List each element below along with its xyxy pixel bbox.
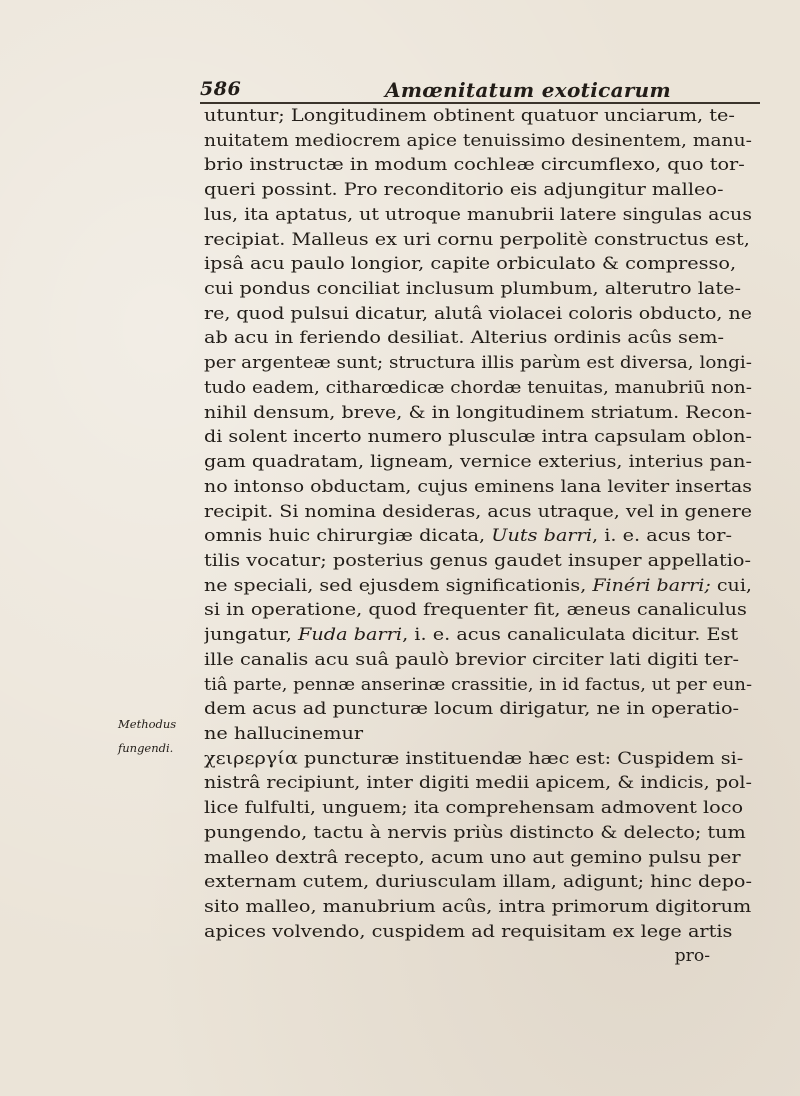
text-line: per argenteæ sunt; structura illis parùm est diversa, longi- <box>204 353 752 374</box>
text-line: ab acu in feriendo desiliat. Alterius ordinis acûs sem- <box>204 328 725 349</box>
text-line: nuitatem mediocrem apice tenuissimo desinentem, manu- <box>204 130 752 151</box>
text-line: externam cutem, duriusculam illam, adigunt; hinc depo- <box>204 872 752 893</box>
text-line: re, quod pulsui dicatur, alutâ violacei coloris obducto, ne <box>204 303 752 324</box>
text-line: nistrâ recipiunt, inter digiti medii apicem, & indicis, pol- <box>204 773 752 794</box>
catchword: pro- <box>674 946 710 967</box>
text-fragment: , i. e. acus tor- <box>592 526 732 547</box>
text-line: si in operatione, quod frequenter fit, æneus canaliculus <box>204 600 747 621</box>
text-line: no intonso obductam, cujus eminens lana leviter insertas <box>204 476 753 497</box>
body-text <box>204 104 760 969</box>
text-line: tilis vocatur; posterius genus gaudet insuper appellatio- <box>204 550 751 571</box>
text-line: brio instructæ in modum cochleæ circumflexo, quo tor- <box>204 155 745 176</box>
text-fragment: omnis huic chirurgiæ dicata, <box>204 526 492 547</box>
text-line: queri possint. Pro reconditorio eis adjungitur malleo- <box>204 180 724 201</box>
text-fragment: jungatur, <box>204 625 299 646</box>
text-line: tiâ parte, pennæ anserinæ crassitie, in id factus, ut per eun- <box>204 674 753 695</box>
text-line: lice fulfulti, unguem; ita comprehensam admovent loco <box>204 798 744 819</box>
text-fragment: ne speciali, sed ejusdem significationis, <box>204 575 593 596</box>
text-line: sito malleo, manubrium acûs, intra primorum digitorum <box>204 897 752 917</box>
text-line: ne hallucinemur <box>204 723 364 744</box>
term-fuda-barri: Fuda barri <box>298 625 403 646</box>
running-title: Amœnitatum exoticarum <box>385 78 671 102</box>
text-line: recipit. Si nomina desideras, acus utraque, vel in genere <box>204 501 753 522</box>
text-line: dem acus ad puncturæ locum dirigatur, ne in operatio- <box>204 699 740 720</box>
text-line: recipiat. Malleus ex uri cornu perpolitè constructus est, <box>204 229 750 250</box>
text-line: gam quadratam, ligneam, vernice exterius, interius pan- <box>204 452 752 473</box>
text-line: nihil densum, breve, & in longitudinem striatum. Recon- <box>204 402 753 423</box>
page-number: 586 <box>200 78 242 100</box>
text-line: ille canalis acu suâ paulò brevior circiter lati digiti ter- <box>204 649 739 670</box>
margin-note <box>118 712 208 760</box>
margin-note-line-1: Methodus <box>118 717 177 731</box>
text-line: apices volvendo, cuspidem ad requisitam ex lege artis <box>204 921 733 942</box>
text-line: di solent incerto numero plusculæ intra capsulam oblon- <box>204 427 752 448</box>
text-line <box>204 574 760 599</box>
term-fineri-barri: Finéri barri; <box>592 575 711 596</box>
text-line: pungendo, tactu à nervis priùs distincto & delecto; tum <box>204 822 746 843</box>
page-header <box>200 74 760 104</box>
text-line: utuntur; Longitudinem obtinent quatuor unciarum, te- <box>204 106 735 126</box>
text-line: cui pondus conciliat inclusum plumbum, alterutro late- <box>204 279 742 300</box>
text-fragment: , i. e. acus canaliculata dicitur. Est <box>402 625 739 646</box>
text-line: tudo eadem, citharœdicæ chordæ tenuitas, manubriū non- <box>204 377 753 398</box>
text-line: χειρεργία puncturæ instituendæ hæc est: Cuspidem si- <box>204 748 744 769</box>
text-line <box>204 524 760 549</box>
text-line <box>204 623 760 648</box>
text-fragment: cui, <box>710 575 752 596</box>
margin-note-line-2: fungendi. <box>118 741 174 755</box>
text-line: lus, ita aptatus, ut utroque manubrii latere singulas acus <box>204 204 753 225</box>
text-line: ipsâ acu paulo longior, capite orbiculato & compresso, <box>204 254 737 275</box>
term-uuts-barri: Uuts barri <box>491 526 593 547</box>
text-line: malleo dextrâ recepto, acum uno aut gemino pulsu per <box>204 847 741 868</box>
